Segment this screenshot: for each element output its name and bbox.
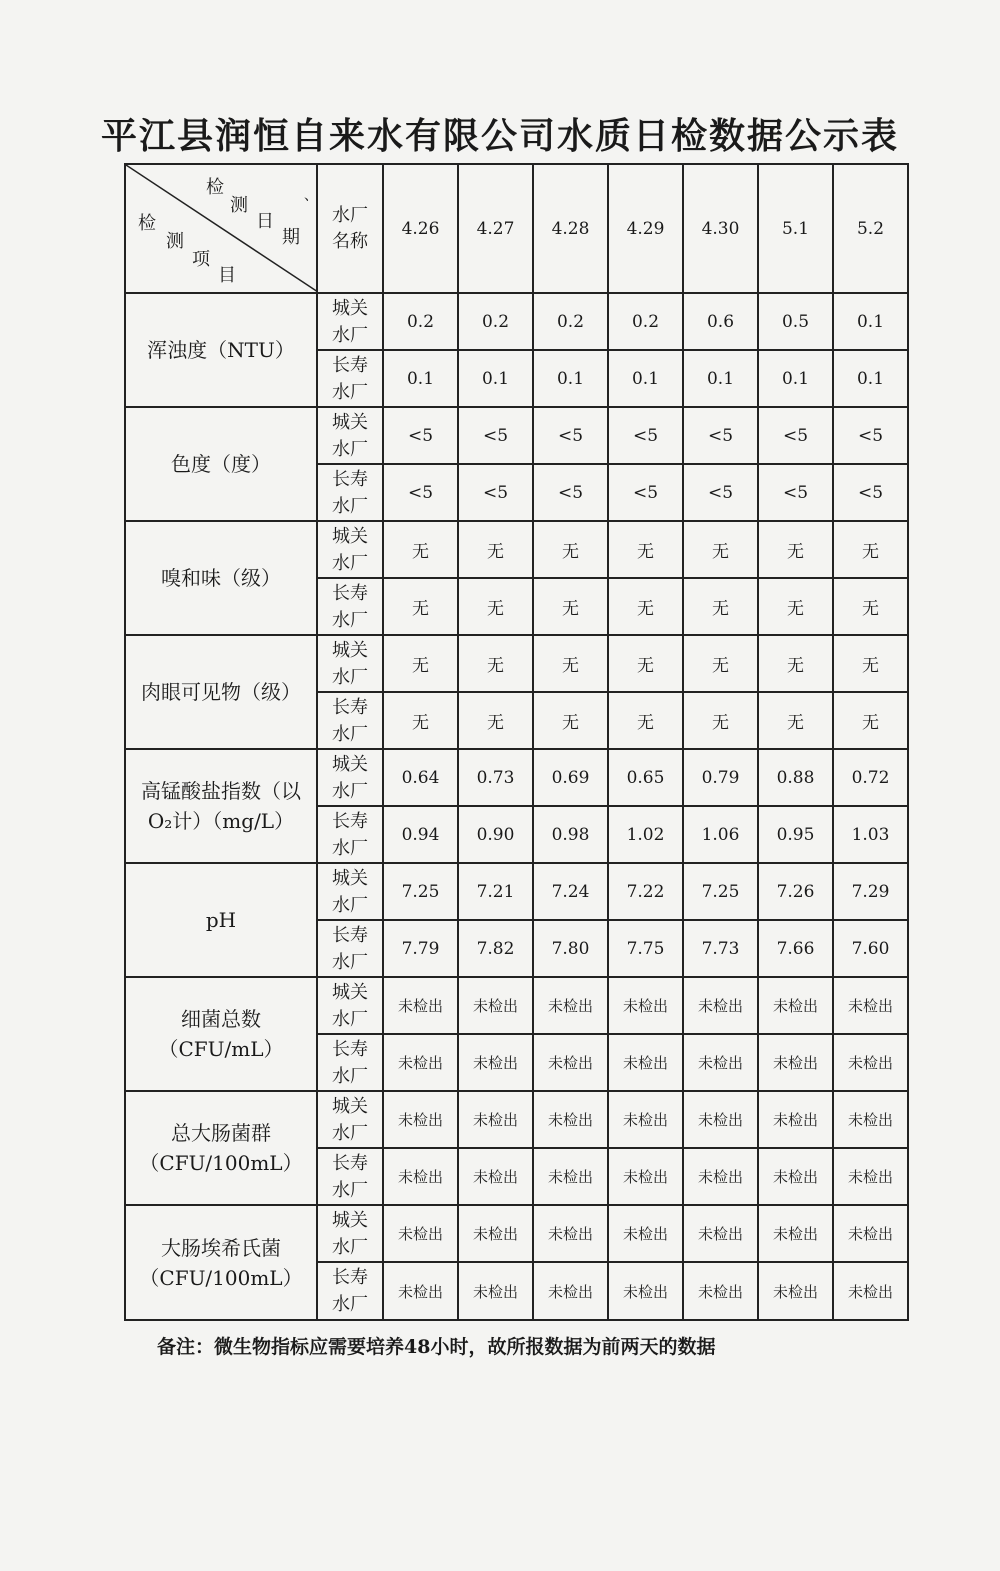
plant-header-line: 名称	[332, 230, 368, 252]
value-cell: 7.66	[758, 920, 833, 977]
plant-cell	[317, 863, 383, 920]
value-cell: 未检出	[458, 1262, 533, 1320]
corner-top-char: 测	[230, 195, 248, 216]
test-item-cell	[125, 1205, 317, 1320]
value-cell: 0.2	[533, 293, 608, 350]
value-cell: 0.2	[458, 293, 533, 350]
value-cell: 无	[833, 692, 908, 749]
plant-name: 水厂	[332, 951, 368, 973]
date-header: 4.28	[533, 164, 608, 293]
test-item-cell	[125, 977, 317, 1091]
value-cell: 无	[383, 635, 458, 692]
value-cell: <5	[383, 407, 458, 464]
header-row	[125, 164, 908, 293]
table-row	[125, 293, 908, 350]
test-item-cell	[125, 521, 317, 635]
date-header: 4.29	[608, 164, 683, 293]
value-cell: 0.6	[683, 293, 758, 350]
value-cell: 无	[458, 692, 533, 749]
corner-header-cell	[125, 164, 317, 293]
value-cell: 未检出	[458, 1205, 533, 1262]
value-cell: 无	[683, 521, 758, 578]
test-item-cell	[125, 293, 317, 407]
plant-cell	[317, 1148, 383, 1205]
value-cell: 1.06	[683, 806, 758, 863]
value-cell: <5	[383, 464, 458, 521]
value-cell: <5	[833, 407, 908, 464]
value-cell: 无	[383, 578, 458, 635]
value-cell: 未检出	[833, 1205, 908, 1262]
value-cell: 未检出	[458, 1148, 533, 1205]
value-cell: 7.22	[608, 863, 683, 920]
value-cell: 未检出	[533, 1034, 608, 1091]
value-cell: 无	[683, 635, 758, 692]
value-cell: 未检出	[683, 1262, 758, 1320]
plant-name: 水厂	[332, 552, 368, 574]
plant-cell	[317, 1091, 383, 1148]
plant-name: 水厂	[332, 324, 368, 346]
plant-name: 城关	[332, 411, 368, 433]
test-item-name: 总大肠菌群	[171, 1121, 271, 1145]
plant-cell	[317, 1205, 383, 1262]
table-row	[125, 1205, 908, 1262]
plant-name: 城关	[332, 753, 368, 775]
value-cell: 0.1	[833, 350, 908, 407]
plant-cell	[317, 407, 383, 464]
value-cell: 未检出	[833, 977, 908, 1034]
value-cell: 0.1	[833, 293, 908, 350]
plant-name: 水厂	[332, 1236, 368, 1258]
plant-name: 长寿	[332, 696, 368, 718]
plant-name: 城关	[332, 1095, 368, 1117]
value-cell: 未检出	[533, 1262, 608, 1320]
value-cell: 0.64	[383, 749, 458, 806]
value-cell: 无	[458, 521, 533, 578]
value-cell: 未检出	[383, 1091, 458, 1148]
value-cell: 无	[458, 578, 533, 635]
table-row	[125, 863, 908, 920]
test-item-name: 嗅和味（级）	[161, 566, 281, 590]
test-item-name: （CFU/100mL）	[139, 1265, 303, 1290]
value-cell: 0.2	[608, 293, 683, 350]
value-cell: 无	[833, 578, 908, 635]
test-item-cell	[125, 635, 317, 749]
value-cell: 未检出	[383, 1262, 458, 1320]
test-item-name: O₂计）（mg/L）	[147, 809, 295, 833]
plant-name: 长寿	[332, 582, 368, 604]
test-item-name: （CFU/100mL）	[139, 1151, 303, 1175]
value-cell: 0.1	[608, 350, 683, 407]
value-cell: 无	[758, 692, 833, 749]
value-cell: 无	[533, 521, 608, 578]
value-cell: 未检出	[833, 1148, 908, 1205]
plant-cell	[317, 1262, 383, 1320]
table-row	[125, 749, 908, 806]
value-cell: 未检出	[383, 1205, 458, 1262]
test-item-name: （CFU/mL）	[158, 1037, 284, 1061]
value-cell: 无	[758, 578, 833, 635]
test-item-name: 色度（度）	[171, 452, 271, 476]
plant-cell	[317, 464, 383, 521]
value-cell: 未检出	[683, 1091, 758, 1148]
value-cell: 无	[458, 635, 533, 692]
value-cell: 0.1	[383, 350, 458, 407]
value-cell: 无	[683, 578, 758, 635]
value-cell: <5	[683, 407, 758, 464]
value-cell: 7.82	[458, 920, 533, 977]
value-cell: 无	[608, 635, 683, 692]
plant-cell	[317, 578, 383, 635]
value-cell: <5	[458, 407, 533, 464]
value-cell: 7.25	[383, 863, 458, 920]
plant-name: 长寿	[332, 810, 368, 832]
date-header: 5.2	[833, 164, 908, 293]
value-cell: 7.60	[833, 920, 908, 977]
date-header: 4.27	[458, 164, 533, 293]
value-cell: 无	[683, 692, 758, 749]
value-cell: 未检出	[758, 1262, 833, 1320]
value-cell: 未检出	[383, 1034, 458, 1091]
plant-name: 水厂	[332, 780, 368, 802]
value-cell: 无	[758, 635, 833, 692]
plant-name: 长寿	[332, 1267, 368, 1288]
value-cell: 未检出	[533, 977, 608, 1034]
date-header: 4.26	[383, 164, 458, 293]
value-cell: 未检出	[833, 1034, 908, 1091]
plant-name: 水厂	[332, 723, 368, 745]
value-cell: 未检出	[758, 1034, 833, 1091]
value-cell: 0.69	[533, 749, 608, 806]
plant-cell	[317, 920, 383, 977]
plant-name-header	[317, 164, 383, 293]
table-row	[125, 635, 908, 692]
value-cell: 未检出	[683, 1205, 758, 1262]
value-cell: 7.75	[608, 920, 683, 977]
plant-name: 长寿	[332, 1152, 368, 1174]
plant-name: 水厂	[332, 1065, 368, 1087]
value-cell: 未检出	[458, 1034, 533, 1091]
plant-name: 水厂	[332, 837, 368, 859]
value-cell: <5	[458, 464, 533, 521]
table-row	[125, 521, 908, 578]
value-cell: 7.73	[683, 920, 758, 977]
value-cell: 7.21	[458, 863, 533, 920]
corner-bottom-char: 目	[218, 265, 236, 286]
value-cell: 无	[833, 635, 908, 692]
value-cell: 0.1	[758, 350, 833, 407]
plant-name: 水厂	[332, 1179, 368, 1201]
corner-top-char: 期	[282, 227, 300, 248]
test-item-cell	[125, 1091, 317, 1205]
plant-cell	[317, 692, 383, 749]
plant-name: 水厂	[332, 666, 368, 688]
value-cell: 未检出	[608, 1148, 683, 1205]
value-cell: 未检出	[608, 1205, 683, 1262]
plant-name: 长寿	[332, 468, 368, 490]
plant-cell	[317, 806, 383, 863]
plant-cell	[317, 350, 383, 407]
value-cell: 0.95	[758, 806, 833, 863]
plant-name: 水厂	[332, 1294, 368, 1315]
value-cell: 未检出	[833, 1262, 908, 1320]
plant-name: 长寿	[332, 924, 368, 946]
test-item-name: 高锰酸盐指数（以	[141, 779, 301, 803]
table-row	[125, 1091, 908, 1148]
value-cell: 无	[608, 692, 683, 749]
value-cell: <5	[608, 407, 683, 464]
value-cell: 7.79	[383, 920, 458, 977]
value-cell: 0.73	[458, 749, 533, 806]
value-cell: 未检出	[383, 977, 458, 1034]
value-cell: <5	[758, 407, 833, 464]
plant-name: 水厂	[332, 609, 368, 631]
plant-name: 城关	[332, 639, 368, 661]
value-cell: 未检出	[608, 977, 683, 1034]
value-cell: 未检出	[683, 1148, 758, 1205]
value-cell: 无	[533, 635, 608, 692]
corner-bottom-char: 测	[166, 231, 184, 252]
value-cell: 0.1	[458, 350, 533, 407]
plant-name: 城关	[332, 525, 368, 547]
table-row	[125, 407, 908, 464]
value-cell: 未检出	[833, 1091, 908, 1148]
plant-name: 城关	[332, 867, 368, 889]
value-cell: 未检出	[683, 977, 758, 1034]
value-cell: <5	[608, 464, 683, 521]
value-cell: 0.98	[533, 806, 608, 863]
corner-bottom-char: 检	[138, 213, 156, 234]
value-cell: 7.24	[533, 863, 608, 920]
plant-name: 长寿	[332, 1038, 368, 1060]
value-cell: <5	[533, 407, 608, 464]
value-cell: 0.90	[458, 806, 533, 863]
date-header: 4.30	[683, 164, 758, 293]
date-header: 5.1	[758, 164, 833, 293]
value-cell: 0.88	[758, 749, 833, 806]
value-cell: 无	[383, 521, 458, 578]
test-item-name: 大肠埃希氏菌	[161, 1235, 281, 1260]
footnote: 备注：微生物指标应需要培养48小时，故所报数据为前两天的数据	[157, 1336, 716, 1358]
test-item-cell	[125, 863, 317, 977]
plant-name: 城关	[332, 981, 368, 1003]
value-cell: 无	[758, 521, 833, 578]
value-cell: 7.25	[683, 863, 758, 920]
plant-cell	[317, 521, 383, 578]
value-cell: 无	[833, 521, 908, 578]
value-cell: 未检出	[383, 1148, 458, 1205]
plant-cell	[317, 1034, 383, 1091]
plant-name: 城关	[332, 297, 368, 319]
page-title: 平江县润恒自来水有限公司水质日检数据公示表	[100, 115, 899, 157]
value-cell: <5	[533, 464, 608, 521]
value-cell: 7.26	[758, 863, 833, 920]
corner-top-char: 日	[256, 211, 274, 232]
table-row	[125, 977, 908, 1034]
value-cell: 0.79	[683, 749, 758, 806]
value-cell: 无	[608, 578, 683, 635]
value-cell: 未检出	[608, 1091, 683, 1148]
value-cell: 7.29	[833, 863, 908, 920]
value-cell: 未检出	[608, 1262, 683, 1320]
value-cell: 未检出	[758, 1091, 833, 1148]
value-cell: 未检出	[533, 1148, 608, 1205]
value-cell: 无	[533, 692, 608, 749]
value-cell: 0.1	[533, 350, 608, 407]
plant-name: 水厂	[332, 495, 368, 517]
value-cell: 7.80	[533, 920, 608, 977]
value-cell: 未检出	[758, 1148, 833, 1205]
plant-cell	[317, 293, 383, 350]
test-item-cell	[125, 749, 317, 863]
value-cell: 1.03	[833, 806, 908, 863]
plant-cell	[317, 635, 383, 692]
value-cell: 无	[608, 521, 683, 578]
test-item-name: 细菌总数	[181, 1007, 261, 1031]
value-cell: 0.5	[758, 293, 833, 350]
test-item-cell	[125, 407, 317, 521]
plant-name: 城关	[332, 1209, 368, 1231]
plant-name: 水厂	[332, 894, 368, 916]
value-cell: 未检出	[533, 1205, 608, 1262]
value-cell: 无	[533, 578, 608, 635]
value-cell: 0.72	[833, 749, 908, 806]
value-cell: 未检出	[458, 1091, 533, 1148]
value-cell: 未检出	[758, 1205, 833, 1262]
value-cell: 未检出	[683, 1034, 758, 1091]
corner-top-char: 检	[206, 177, 224, 198]
corner-bottom-char: 项	[192, 249, 210, 270]
value-cell: 0.94	[383, 806, 458, 863]
value-cell: <5	[683, 464, 758, 521]
water-quality-table	[124, 163, 909, 1321]
test-item-name: 浑浊度（NTU）	[147, 338, 295, 362]
value-cell: 未检出	[533, 1091, 608, 1148]
plant-cell	[317, 749, 383, 806]
value-cell: 未检出	[608, 1034, 683, 1091]
value-cell: 0.1	[683, 350, 758, 407]
value-cell: 0.2	[383, 293, 458, 350]
plant-name: 水厂	[332, 1122, 368, 1144]
value-cell: 无	[383, 692, 458, 749]
plant-header-line: 水厂	[332, 204, 368, 226]
value-cell: 0.65	[608, 749, 683, 806]
plant-name: 水厂	[332, 1008, 368, 1030]
value-cell: <5	[833, 464, 908, 521]
value-cell: <5	[758, 464, 833, 521]
plant-name: 长寿	[332, 354, 368, 376]
plant-name: 水厂	[332, 381, 368, 403]
value-cell: 未检出	[458, 977, 533, 1034]
value-cell: 1.02	[608, 806, 683, 863]
plant-cell	[317, 977, 383, 1034]
test-item-name: 肉眼可见物（级）	[141, 680, 301, 704]
plant-name: 水厂	[332, 438, 368, 460]
corner-top-char: 、	[304, 188, 318, 204]
test-item-name: pH	[205, 908, 237, 932]
value-cell: 未检出	[758, 977, 833, 1034]
